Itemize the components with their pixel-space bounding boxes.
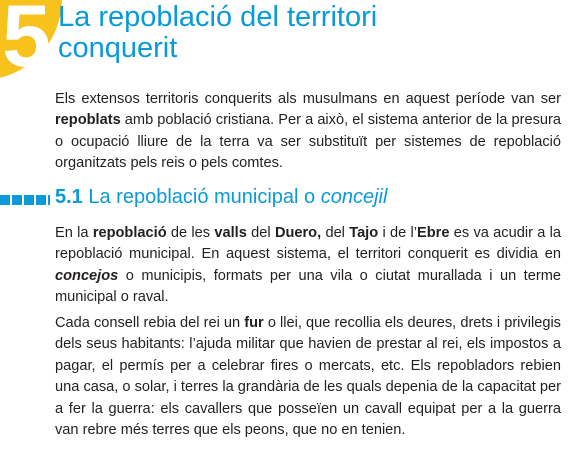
text-run: de les: [166, 225, 215, 241]
section-marker-bar: [0, 195, 50, 205]
text-run: o llei, que recollia els deures, drets i privilegis dels seus habitants: l’ajuda militar que havien de prestar al rei, els impostos a pagar, el permís per a celebrar fires o mercats, etc. Els repobladors rebien una casa, o solar, i terres la grandària de les quals depenia de la capacitat per a fer la guerra: els cavallers que posseïen un cavall equipat per a la guerra van rebre més terres que els peons, que no en tenien.: [55, 315, 561, 439]
bold-term: repoblats: [55, 112, 121, 129]
text-run: del: [321, 225, 350, 241]
unit-number: 5: [2, 0, 49, 85]
section-number: 5.1: [55, 186, 83, 208]
bold-term: repoblació: [92, 225, 167, 241]
unit-title-line-1: La repoblació del territori: [58, 1, 378, 33]
unit-title: [58, 2, 558, 64]
text-run: Els extensos territoris conquerits als musulmans en aquest període van ser: [55, 91, 561, 107]
section-title-italic: concejil: [320, 186, 388, 208]
bold-term: fur: [244, 315, 264, 331]
section-title: La repoblació municipal o: [82, 186, 321, 208]
text-run: o municipis, formats per una vila o ciutat murallada i un terme municipal o raval.: [55, 267, 561, 306]
text-run: Cada consell rebia del rei un: [55, 315, 245, 331]
text-run: es va acudir a la repoblació municipal. En aquest sistema, el territori conquerit es dividia en: [55, 225, 562, 263]
intro-paragraph: [55, 89, 561, 175]
text-run: En la: [55, 225, 93, 241]
body-paragraph-consell: [55, 313, 561, 441]
bold-term: Tajo: [349, 225, 379, 241]
bold-term: Ebre: [417, 225, 450, 241]
body-paragraph-repoblacio: [55, 223, 561, 309]
bold-term: Duero,: [274, 225, 322, 241]
text-run: amb població cristiana. Per a això, el sistema anterior de la presura o ocupació lliure de la terra va ser substituït per sistemes de repoblació organitzats pels reis o pels comtes.: [55, 112, 561, 172]
text-run: del: [246, 225, 275, 241]
unit-title-line-2: conquerit: [58, 32, 178, 64]
text-run: i de l’: [378, 225, 418, 241]
section-heading: [55, 184, 387, 210]
bold-term: valls: [214, 225, 247, 241]
bold-italic-term: concejos: [55, 267, 119, 284]
